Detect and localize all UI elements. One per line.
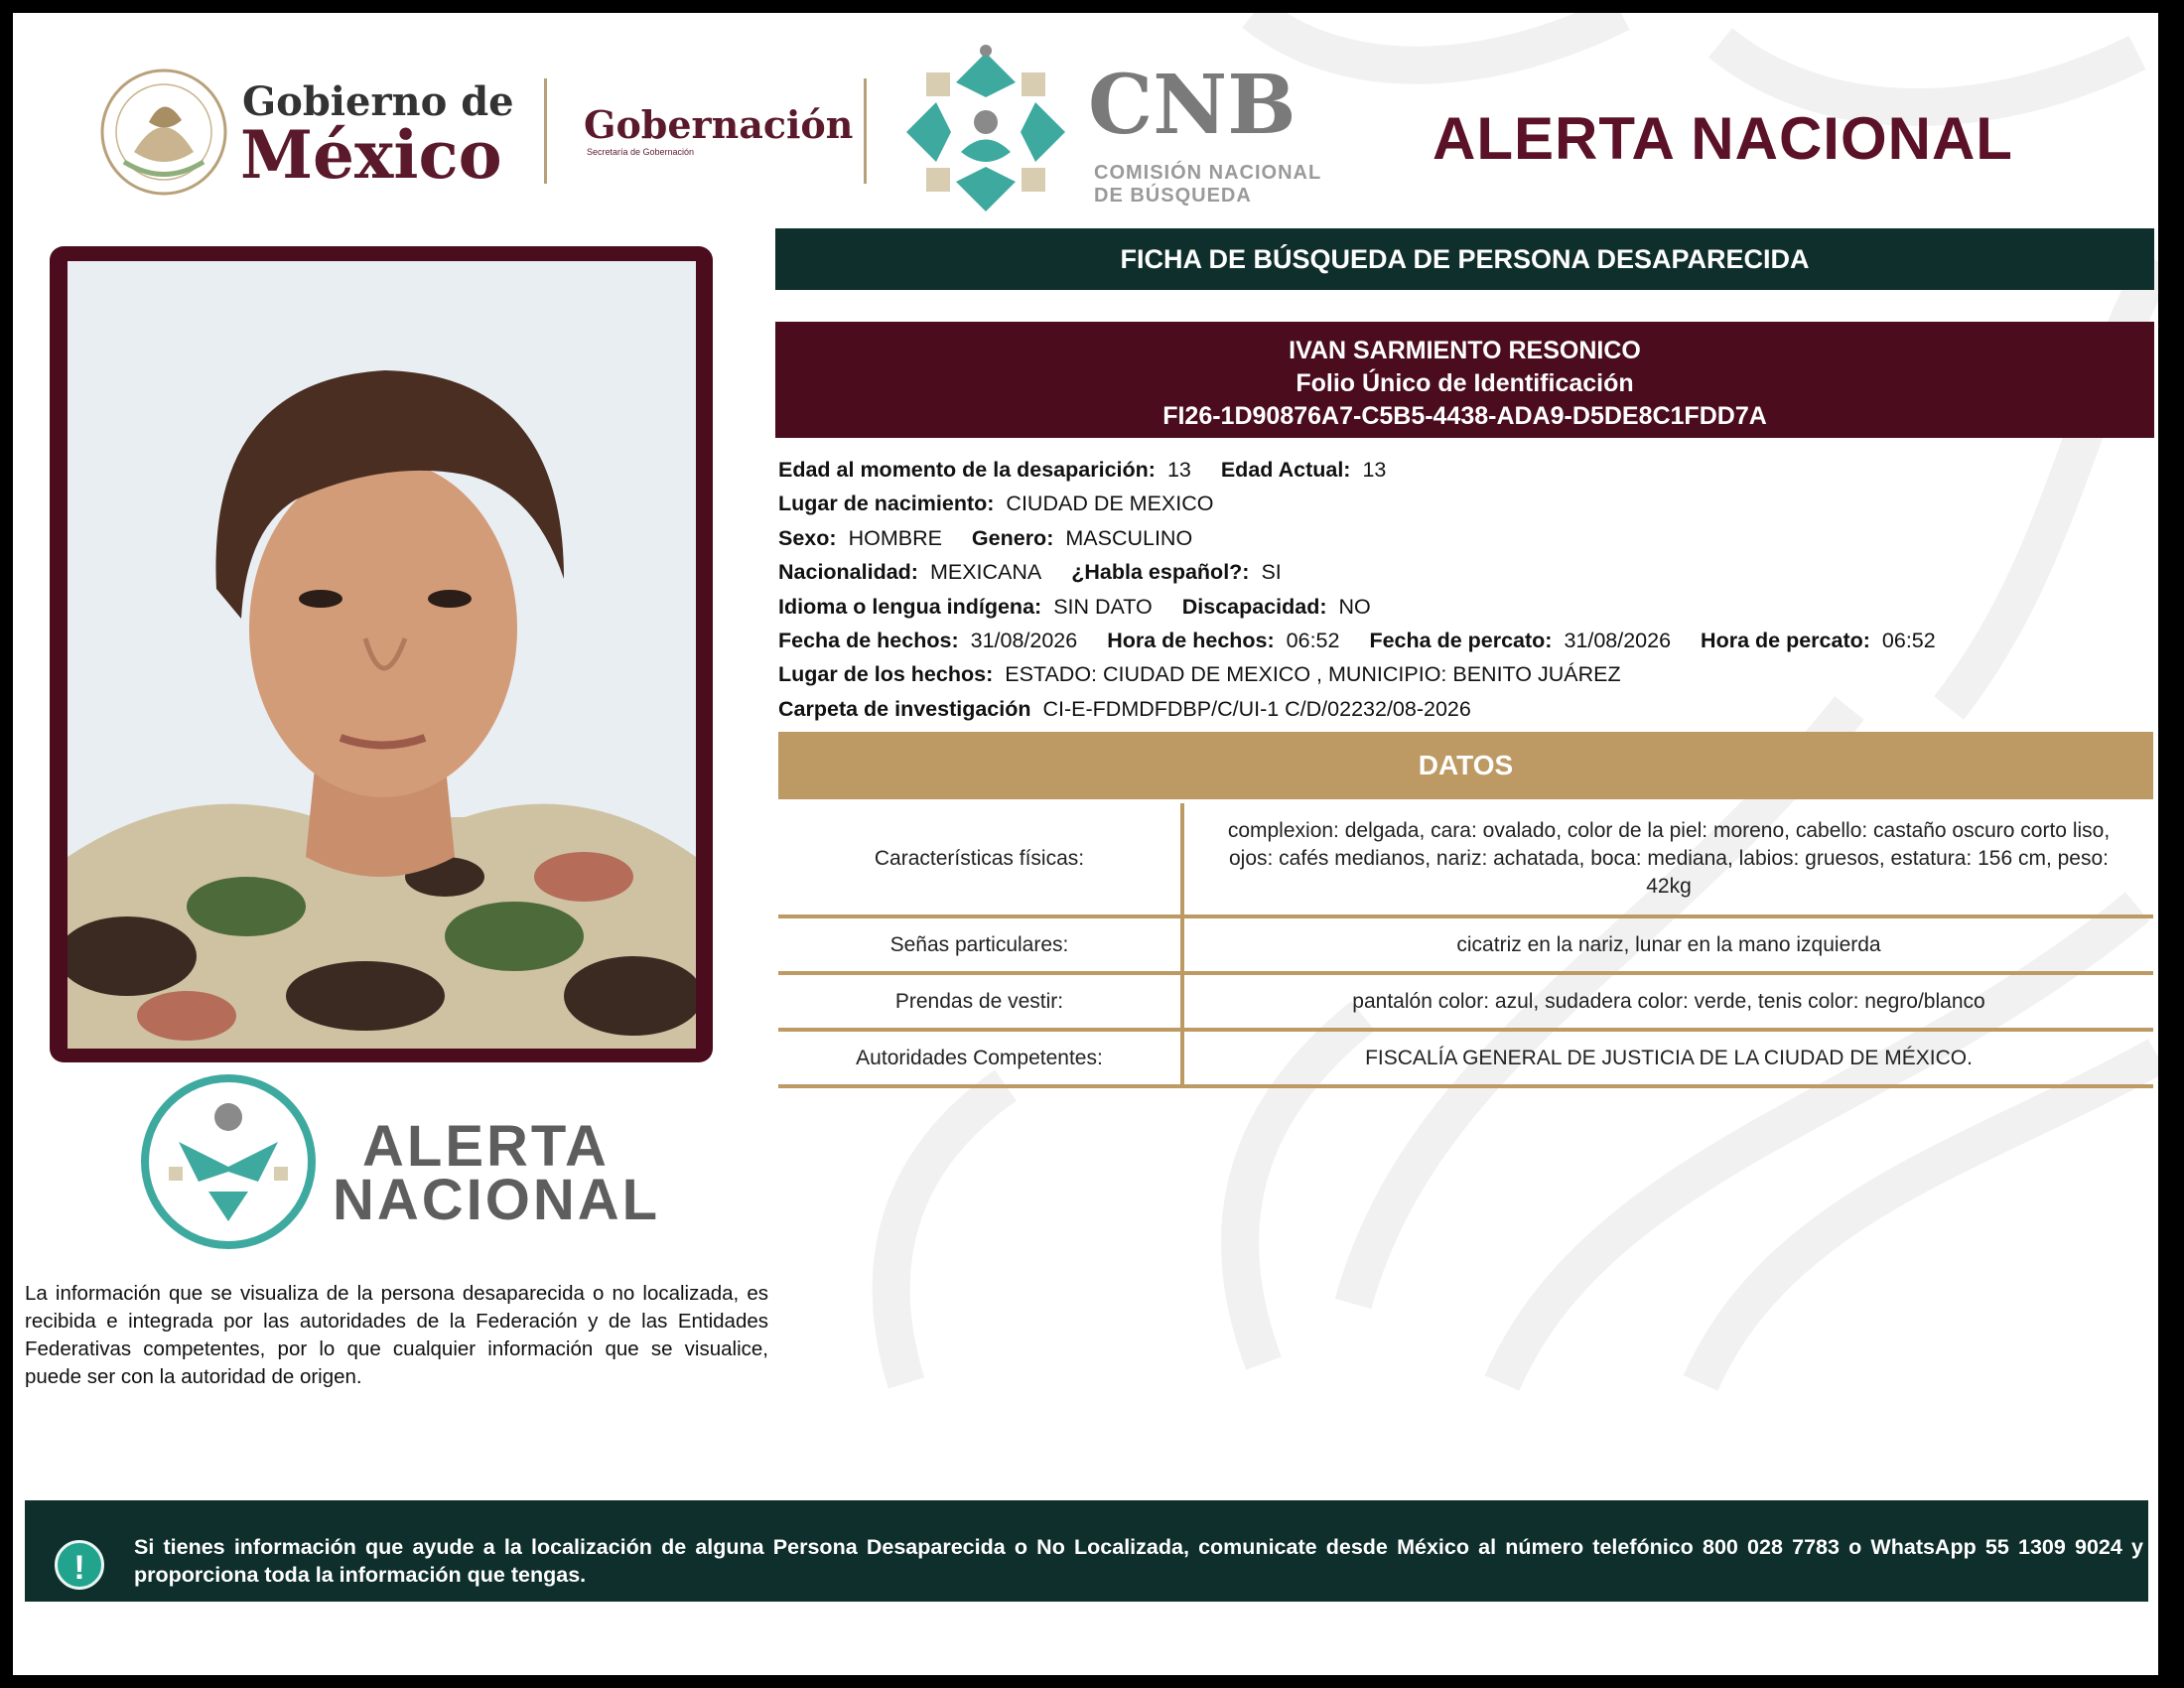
info-value: ESTADO: CIUDAD DE MEXICO , MUNICIPIO: BENITO JUÁREZ: [1005, 662, 1621, 687]
info-row: [778, 590, 2158, 624]
info-value: 31/08/2026: [970, 628, 1078, 652]
datos-title-bar: DATOS: [778, 732, 2153, 799]
datos-value: FISCALÍA GENERAL DE JUSTICIA DE LA CIUDAD DE MÉXICO.: [1182, 1030, 2153, 1086]
table-row: [778, 803, 2153, 916]
datos-value: complexion: delgada, cara: ovalado, color de la piel: moreno, cabello: castaño oscuro corto liso, ojos: cafés medianos, nariz: achatada, boca: mediana, labios: gruesos, estatura: 156 cm, peso: 42kg: [1182, 803, 2153, 916]
info-label: Fecha de hechos:: [778, 628, 959, 652]
mexico-text: México: [240, 116, 502, 194]
info-value: 06:52: [1881, 628, 1936, 652]
info-label: Hora de hechos:: [1107, 628, 1275, 652]
gobierno-de-text: Gobierno de: [242, 78, 514, 125]
exclamation-icon: !: [55, 1540, 104, 1590]
gobernacion-text: Gobernación: [584, 102, 854, 147]
header-divider: [544, 78, 547, 184]
cnb-name-line1: COMISIÓN NACIONAL: [1094, 162, 1322, 184]
datos-label: Señas particulares:: [778, 916, 1182, 973]
info-value: MEXICANA: [929, 560, 1042, 585]
info-label: ¿Habla español?:: [1071, 560, 1250, 585]
info-row: [778, 487, 2158, 520]
alerta-nacional-title: ALERTA NACIONAL: [1433, 105, 2013, 172]
gobernacion-subtitle: Secretaría de Gobernación: [587, 147, 695, 157]
person-identity-box: [775, 322, 2154, 438]
info-value: 06:52: [1286, 628, 1340, 652]
header-divider: [864, 78, 867, 184]
info-value: MASCULINO: [1065, 525, 1193, 550]
search-sheet: [13, 13, 2158, 1675]
alerta-logo-line2: NACIONAL: [333, 1168, 661, 1232]
datos-value: pantalón color: azul, sudadera color: verde, tenis color: negro/blanco: [1182, 973, 2153, 1030]
info-label: Fecha de percato:: [1369, 628, 1553, 652]
cnb-logo-icon: [896, 43, 1075, 221]
info-label: Sexo:: [778, 525, 837, 550]
person-info: [778, 453, 2158, 726]
alerta-nacional-logo-icon: [139, 1072, 318, 1251]
info-value: SIN DATO: [1053, 594, 1153, 619]
table-row: [778, 1030, 2153, 1086]
info-value: CI-E-FDMDFDBP/C/UI-1 C/D/02232/08-2026: [1042, 696, 1471, 721]
info-value: HOMBRE: [848, 525, 942, 550]
info-row: [778, 624, 2158, 657]
info-value: SI: [1261, 560, 1282, 585]
info-label: Nacionalidad:: [778, 560, 918, 585]
disclaimer-text: La información que se visualiza de la persona desaparecida o no localizada, es recibida e integrada por las autoridades de la Federación y de las Entidades Federativas competentes, por lo que cualquier información que se visualice, puede ser con la autoridad de origen.: [25, 1282, 768, 1388]
cnb-name-line2: DE BÚSQUEDA: [1094, 185, 1252, 207]
info-value: 13: [1166, 458, 1191, 482]
datos-table: [778, 803, 2153, 1088]
alerta-logo-line1: ALERTA: [362, 1114, 610, 1179]
ficha-title-bar: FICHA DE BÚSQUEDA DE PERSONA DESAPARECIDA: [775, 228, 2154, 290]
info-label: Edad al momento de la desaparición:: [778, 458, 1156, 482]
info-label: Discapacidad:: [1181, 594, 1327, 619]
info-value: CIUDAD DE MEXICO: [1006, 492, 1214, 516]
person-name: IVAN SARMIENTO RESONICO: [1289, 337, 1641, 364]
missing-person-photo: [68, 261, 696, 1049]
datos-value: cicatriz en la nariz, lunar en la mano izquierda: [1182, 916, 2153, 973]
info-row: [778, 453, 2158, 487]
info-label: Genero:: [971, 525, 1054, 550]
datos-label: Prendas de vestir:: [778, 973, 1182, 1030]
info-row: [778, 555, 2158, 589]
datos-label: Características físicas:: [778, 803, 1182, 916]
datos-label: Autoridades Competentes:: [778, 1030, 1182, 1086]
national-emblem-icon: [94, 63, 233, 202]
folio-label: Folio Único de Identificación: [1296, 369, 1634, 397]
info-label: Lugar de los hechos:: [778, 662, 994, 687]
info-row: [778, 521, 2158, 555]
cnb-acronym: CNB: [1088, 58, 1297, 153]
info-label: Carpeta de investigación: [778, 696, 1031, 721]
info-label: Idioma o lengua indígena:: [778, 594, 1042, 619]
contact-footer-text: Si tienes información que ayude a la localización de alguna Persona Desaparecida o No Localizada, comunicate desde México al número telefónico 800 028 7783 o WhatsApp 55 1309 9024 y proporciona toda la información que tengas.: [134, 1535, 2143, 1587]
info-value: 13: [1362, 458, 1387, 482]
info-value: NO: [1338, 594, 1371, 619]
table-row: [778, 916, 2153, 973]
info-label: Lugar de nacimiento:: [778, 492, 995, 516]
info-label: Hora de percato:: [1701, 628, 1870, 652]
folio-value: FI26-1D90876A7-C5B5-4438-ADA9-D5DE8C1FDD7A: [1162, 402, 1767, 430]
info-row: [778, 692, 2158, 726]
info-row: [778, 657, 2158, 691]
table-row: [778, 973, 2153, 1030]
info-label: Edad Actual:: [1220, 458, 1351, 482]
info-value: 31/08/2026: [1564, 628, 1672, 652]
